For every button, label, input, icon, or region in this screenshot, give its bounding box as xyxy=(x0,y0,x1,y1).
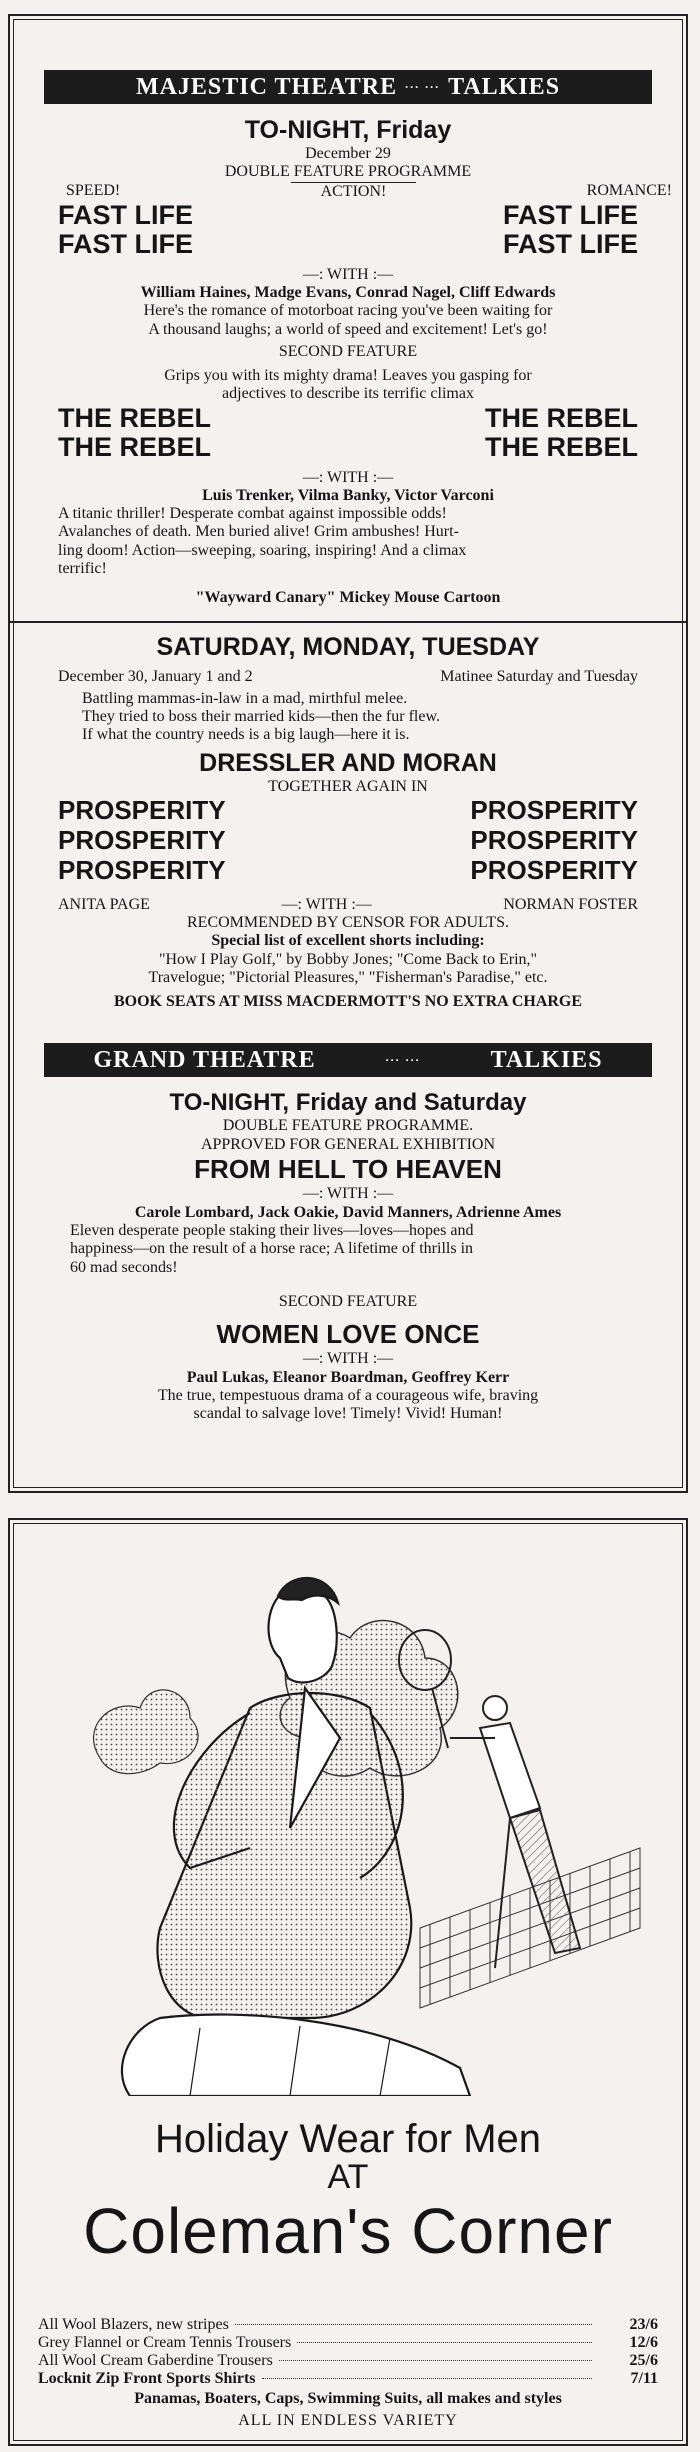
majestic-tonight: TO-NIGHT, Friday xyxy=(244,116,452,144)
section-divider xyxy=(10,621,686,623)
women-love-once-cast: Paul Lukas, Eleanor Boardman, Geoffrey Kerr xyxy=(186,1368,510,1386)
variety-line: ALL IN ENDLESS VARIETY xyxy=(238,2412,458,2429)
item-price: 7/11 xyxy=(630,2370,658,2387)
norman-foster: NORMAN FOSTER xyxy=(503,895,638,913)
price-row xyxy=(38,2316,658,2334)
rebel-cast: Luis Trenker, Vilma Banky, Victor Varconi xyxy=(202,487,494,505)
grand-banner xyxy=(44,1043,652,1077)
rebel-row-2 xyxy=(10,433,686,463)
grand-second-feature: SECOND FEATURE xyxy=(278,1293,418,1311)
banner-dots: ∙∙∙ ∙∙∙ xyxy=(385,1052,421,1067)
rebel-title: THE REBEL xyxy=(58,402,212,433)
dates-text: December 30, January 1 and 2 xyxy=(58,667,253,685)
genre-row xyxy=(10,182,686,201)
with-label: —: WITH :— xyxy=(302,266,394,284)
majestic-banner-talkies: TALKIES xyxy=(448,73,561,100)
rebel-title: THE REBEL xyxy=(484,432,638,463)
rebel-teaser: Grips you with its mighty drama! Leaves you gasping for adjectives to describe its terrific climax xyxy=(164,366,532,403)
item-label: All Wool Cream Gaberdine Trousers xyxy=(38,2352,273,2369)
price-row xyxy=(38,2370,658,2388)
prosperity-title: PROSPERITY xyxy=(58,795,226,826)
fast-life-cast: William Haines, Madge Evans, Conrad Nagel, Cliff Edwards xyxy=(140,284,556,302)
men-fashion-illustration xyxy=(40,1548,656,2096)
prosperity-title: PROSPERITY xyxy=(58,825,226,856)
fast-life-title: FAST LIFE xyxy=(58,199,193,230)
prosperity-row-1 xyxy=(10,796,686,826)
co-stars-row xyxy=(10,886,686,914)
women-love-once-description: The true, tempestuous drama of a courageous wife, braving scandal to salvage love! Timely! Vivid! Human! xyxy=(157,1386,539,1423)
fast-life-row-2 xyxy=(10,230,686,260)
anita-page: ANITA PAGE xyxy=(58,895,150,913)
with-label: —: WITH :— xyxy=(302,1185,394,1203)
prosperity-row-2 xyxy=(10,826,686,856)
fast-life-title: FAST LIFE xyxy=(503,229,638,260)
genre-romance: ROMANCE! xyxy=(586,181,672,199)
item-price: 12/6 xyxy=(629,2334,658,2351)
booking-note: BOOK SEATS AT MISS MACDERMOTT'S NO EXTRA CHARGE xyxy=(113,993,583,1011)
grand-tonight: TO-NIGHT, Friday and Saturday xyxy=(169,1089,527,1117)
censor-note: RECOMMENDED BY CENSOR FOR ADULTS. xyxy=(187,913,509,931)
at-label: AT xyxy=(327,2158,369,2196)
grand-programme: DOUBLE FEATURE PROGRAMME. xyxy=(222,1117,474,1135)
battling-text: Battling mammas-in-law in a mad, mirthful melee. They tried to boss their married kids—then the fur flew. If what the country needs is a big laugh—here it is. xyxy=(82,689,440,744)
prosperity-title: PROSPERITY xyxy=(470,855,638,885)
grand-banner-talkies: TALKIES xyxy=(490,1046,603,1073)
leader-dots xyxy=(279,2360,592,2361)
prosperity-row-3 xyxy=(10,856,686,886)
with-label: —: WITH :— xyxy=(302,1350,394,1368)
prosperity-title: PROSPERITY xyxy=(470,795,638,826)
item-price: 25/6 xyxy=(629,2352,658,2369)
dates-row xyxy=(10,662,686,686)
leader-dots xyxy=(235,2324,592,2325)
rebel-title: THE REBEL xyxy=(484,402,638,433)
fast-life-row-1 xyxy=(10,201,686,231)
women-love-once-title: WOMEN LOVE ONCE xyxy=(216,1319,480,1350)
majestic-banner-name: MAJESTIC THEATRE xyxy=(135,73,398,100)
rebel-title: THE REBEL xyxy=(58,432,212,463)
fast-life-title: FAST LIFE xyxy=(58,229,193,260)
hell-heaven-description: Eleven desperate people staking their lives—loves—hopes and happiness—on the result of a horse race; A lifetime of thrills in 60 mad seconds! xyxy=(70,1222,474,1276)
rebel-row-1 xyxy=(10,404,686,434)
hell-heaven-title: FROM HELL TO HEAVEN xyxy=(194,1154,502,1185)
store-name: Coleman's Corner xyxy=(83,2194,613,2267)
leader-dots xyxy=(297,2342,592,2343)
price-row xyxy=(38,2352,658,2370)
fast-life-title: FAST LIFE xyxy=(503,199,638,230)
banner-dots: ∙∙∙ ∙∙∙ xyxy=(405,79,441,94)
stars-heading: DRESSLER AND MORAN xyxy=(199,748,497,777)
clothing-advertisement xyxy=(8,1518,688,2446)
cinema-advertisement xyxy=(8,14,688,1493)
prosperity-title: PROSPERITY xyxy=(58,855,226,885)
matinee-text: Matinee Saturday and Tuesday xyxy=(440,667,638,685)
prosperity-title: PROSPERITY xyxy=(470,825,638,856)
holiday-wear-headline: Holiday Wear for Men xyxy=(154,2117,542,2161)
days-heading: SATURDAY, MONDAY, TUESDAY xyxy=(156,632,540,661)
majestic-programme: DOUBLE FEATURE PROGRAMME xyxy=(224,163,472,181)
grand-approved: APPROVED FOR GENERAL EXHIBITION xyxy=(200,1135,496,1153)
with-label: —: WITH :— xyxy=(302,469,394,487)
item-label: All Wool Blazers, new stripes xyxy=(38,2316,229,2333)
accessories-line: Panamas, Boaters, Caps, Swimming Suits, all makes and styles xyxy=(134,2390,562,2407)
rebel-description: A titanic thriller! Desperate combat against impossible odds! Avalanches of death. Men buried alive! Grim ambushes! Hurt- ling doom! Action—sweeping, soaring, inspiring! And a climax terrific! xyxy=(58,505,467,578)
second-feature-label: SECOND FEATURE xyxy=(278,342,418,360)
genre-speed: SPEED! xyxy=(66,181,121,199)
together-label: TOGETHER AGAIN IN xyxy=(268,777,428,795)
grand-banner-name: GRAND THEATRE xyxy=(93,1046,316,1073)
item-label: Grey Flannel or Cream Tennis Trousers xyxy=(38,2334,292,2351)
shorts-list: "How I Play Golf," by Bobby Jones; "Come Back to Erin," Travelogue; "Pictorial Pleasures," "Fisherman's Paradise," etc. xyxy=(148,950,548,987)
cartoon-line: "Wayward Canary" Mickey Mouse Cartoon xyxy=(195,588,501,606)
shorts-heading: Special list of excellent shorts including: xyxy=(211,932,485,950)
price-row xyxy=(38,2334,658,2352)
price-list xyxy=(10,2316,686,2430)
hell-heaven-cast: Carole Lombard, Jack Oakie, David Manners, Adrienne Ames xyxy=(134,1203,562,1221)
majestic-banner xyxy=(44,70,652,104)
majestic-date: December 29 xyxy=(305,145,391,162)
genre-action: ACTION! xyxy=(291,182,417,201)
item-price: 23/6 xyxy=(629,2316,658,2333)
item-label: Locknit Zip Front Sports Shirts xyxy=(38,2370,256,2387)
leader-dots xyxy=(262,2378,592,2379)
with-label: —: WITH :— xyxy=(281,895,372,913)
fast-life-description: Here's the romance of motorboat racing you've been waiting for A thousand laughs; a world of speed and excitement! Let's go! xyxy=(143,302,553,338)
